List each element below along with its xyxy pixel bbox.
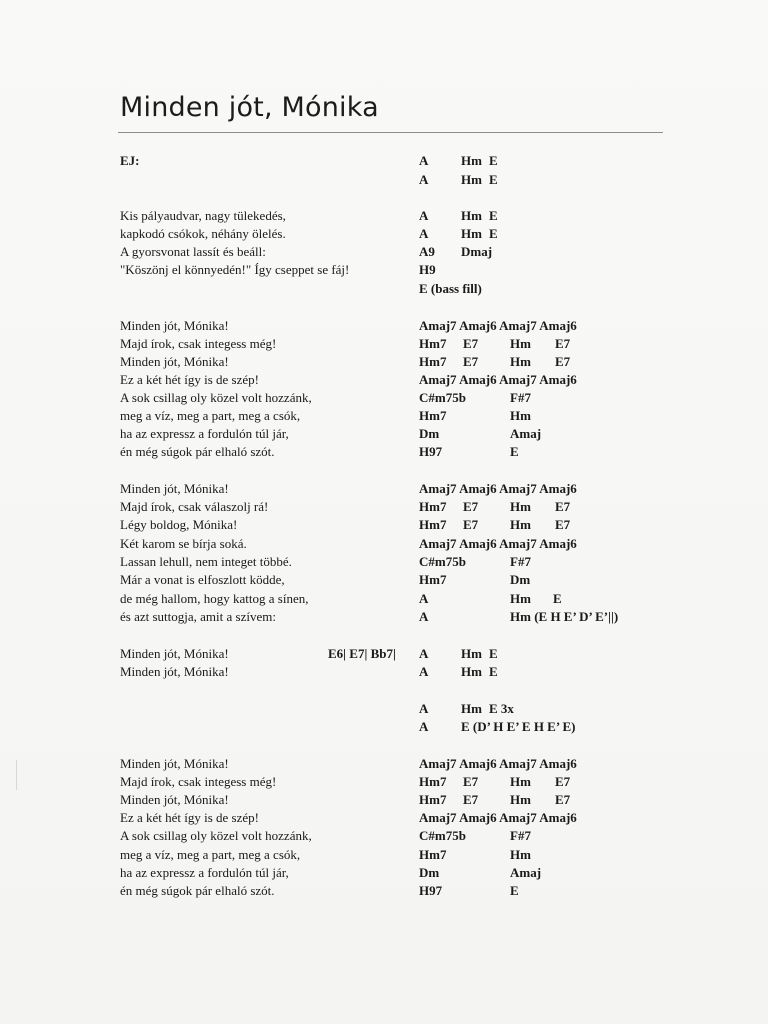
title-divider (118, 132, 663, 133)
chord: Amaj (510, 865, 542, 880)
chord: Hm (510, 792, 531, 807)
chord: Hm (510, 517, 531, 532)
lyric-line: Minden jót, Mónika! (120, 664, 229, 679)
chord: C#m75b (419, 554, 466, 569)
chord: E (bass fill) (419, 281, 482, 296)
chord: Hm (510, 847, 531, 862)
chord: A (419, 172, 429, 187)
chord: Hm (461, 664, 482, 679)
chord: Hm (510, 354, 531, 369)
chord: Hm7 (419, 774, 447, 789)
chord: E (489, 208, 498, 223)
chord: C#m75b (419, 828, 466, 843)
chord: Amaj7 Amaj6 Amaj7 Amaj6 (419, 536, 577, 551)
lyric-line: én még súgok pár elhaló szót. (120, 444, 275, 459)
chord: E (510, 883, 519, 898)
lyric-line: A gyorsvonat lassít és beáll: (120, 244, 266, 259)
lyric-line: A sok csillag oly közel volt hozzánk, (120, 828, 312, 843)
chord: Hm7 (419, 572, 447, 587)
lyric-line: Minden jót, Mónika! (120, 354, 229, 369)
chord: Hm7 (419, 336, 447, 351)
chord: Dm (419, 865, 440, 880)
chord: Hm7 (419, 499, 447, 514)
lyric-line: de még hallom, hogy kattog a sínen, (120, 591, 309, 606)
lyric-line: kapkodó csókok, néhány ölelés. (120, 226, 286, 241)
chord: A (419, 701, 429, 716)
lyric-line: Ez a két hét így is de szép! (120, 810, 259, 825)
chord: Amaj7 Amaj6 Amaj7 Amaj6 (419, 318, 577, 333)
chord: Amaj7 Amaj6 Amaj7 Amaj6 (419, 481, 577, 496)
chord: E7 (555, 499, 571, 514)
chord: E (489, 172, 498, 187)
chord: E (489, 664, 498, 679)
chord: A (419, 664, 429, 679)
chord: Hm (510, 408, 531, 423)
lyric-line: Majd írok, csak integess még! (120, 336, 277, 351)
chord: Hm (510, 591, 531, 606)
chord: Hm (461, 208, 482, 223)
chord: Amaj7 Amaj6 Amaj7 Amaj6 (419, 372, 577, 387)
lyric-line: Minden jót, Mónika! (120, 646, 229, 661)
chord: E7 (555, 354, 571, 369)
chord: E7 (555, 517, 571, 532)
chord: A (419, 153, 429, 168)
lyric-line: Ez a két hét így is de szép! (120, 372, 259, 387)
chord: H97 (419, 444, 443, 459)
chord: F#7 (510, 390, 531, 405)
lyric-line: Lassan lehull, nem integet többé. (120, 554, 292, 569)
paper-crease-mark (16, 760, 31, 790)
chord: E (489, 153, 498, 168)
lyric-line: én még súgok pár elhaló szót. (120, 883, 275, 898)
chord: Amaj7 Amaj6 Amaj7 Amaj6 (419, 810, 577, 825)
lyric-line: Majd írok, csak integess még! (120, 774, 277, 789)
chord: Amaj7 Amaj6 Amaj7 Amaj6 (419, 756, 577, 771)
bridge-side-chords: E6| E7| Bb7| (328, 646, 396, 661)
chord: E (553, 591, 562, 606)
lyric-line: A sok csillag oly közel volt hozzánk, (120, 390, 312, 405)
chord: Hm7 (419, 847, 447, 862)
chord: E7 (463, 517, 479, 532)
chord: E (489, 646, 498, 661)
chord: E7 (463, 499, 479, 514)
chord: Dm (419, 426, 440, 441)
lyric-line: Minden jót, Mónika! (120, 481, 229, 496)
chord: Hm (461, 153, 482, 168)
lyric-line: ha az expressz a fordulón túl jár, (120, 865, 289, 880)
lyric-line: "Köszönj el könnyedén!" Így cseppet se fáj! (120, 262, 350, 277)
chord: A (419, 719, 429, 734)
chord: Hm (510, 499, 531, 514)
lyric-line: Már a vonat is elfoszlott ködde, (120, 572, 285, 587)
chord: A (419, 591, 429, 606)
lyric-line: és azt suttogja, amit a szívem: (120, 609, 276, 624)
lyric-line: Minden jót, Mónika! (120, 792, 229, 807)
chord: E7 (555, 336, 571, 351)
lyric-line: Kis pályaudvar, nagy tülekedés, (120, 208, 286, 223)
chord: E7 (555, 792, 571, 807)
intro-label: EJ: (120, 153, 140, 168)
chord: E (489, 226, 498, 241)
chord: Hm (461, 701, 482, 716)
chord: E7 (463, 354, 479, 369)
chord: A (419, 646, 429, 661)
chord: A9 (419, 244, 435, 259)
chord: Hm7 (419, 792, 447, 807)
chord: E 3x (489, 701, 514, 716)
chord: A (419, 609, 429, 624)
chord: Hm (510, 336, 531, 351)
lyric-line: Légy boldog, Mónika! (120, 517, 238, 532)
lyric-line: Minden jót, Mónika! (120, 318, 229, 333)
chord: Hm7 (419, 517, 447, 532)
chord: Hm (510, 774, 531, 789)
chord: Hm (461, 646, 482, 661)
chord: Hm7 (419, 354, 447, 369)
chord: Dmaj (461, 244, 493, 259)
lyric-line: Két karom se bírja soká. (120, 536, 247, 551)
lyric-line: Minden jót, Mónika! (120, 756, 229, 771)
chord: E (510, 444, 519, 459)
chord: Amaj (510, 426, 542, 441)
chord: E7 (463, 336, 479, 351)
lyric-line: meg a víz, meg a part, meg a csók, (120, 408, 301, 423)
chord: Hm (461, 172, 482, 187)
chord: E (D’ H E’ E H E’ E) (461, 719, 576, 734)
chord: H97 (419, 883, 443, 898)
chord: F#7 (510, 828, 531, 843)
lyric-line: meg a víz, meg a part, meg a csók, (120, 847, 301, 862)
chord: Hm (461, 226, 482, 241)
chord: F#7 (510, 554, 531, 569)
chord: E7 (463, 792, 479, 807)
chord: A (419, 208, 429, 223)
chord: Hm (E H E’ D’ E’||) (510, 609, 619, 624)
chord: E7 (463, 774, 479, 789)
chord: C#m75b (419, 390, 466, 405)
chord: E7 (555, 774, 571, 789)
chord: Hm7 (419, 408, 447, 423)
lyric-line: ha az expressz a fordulón túl jár, (120, 426, 289, 441)
song-title: Minden jót, Mónika (120, 92, 379, 123)
chord: A (419, 226, 429, 241)
lyric-line: Majd írok, csak válaszolj rá! (120, 499, 269, 514)
chord: Dm (510, 572, 531, 587)
chord: H9 (419, 262, 436, 277)
